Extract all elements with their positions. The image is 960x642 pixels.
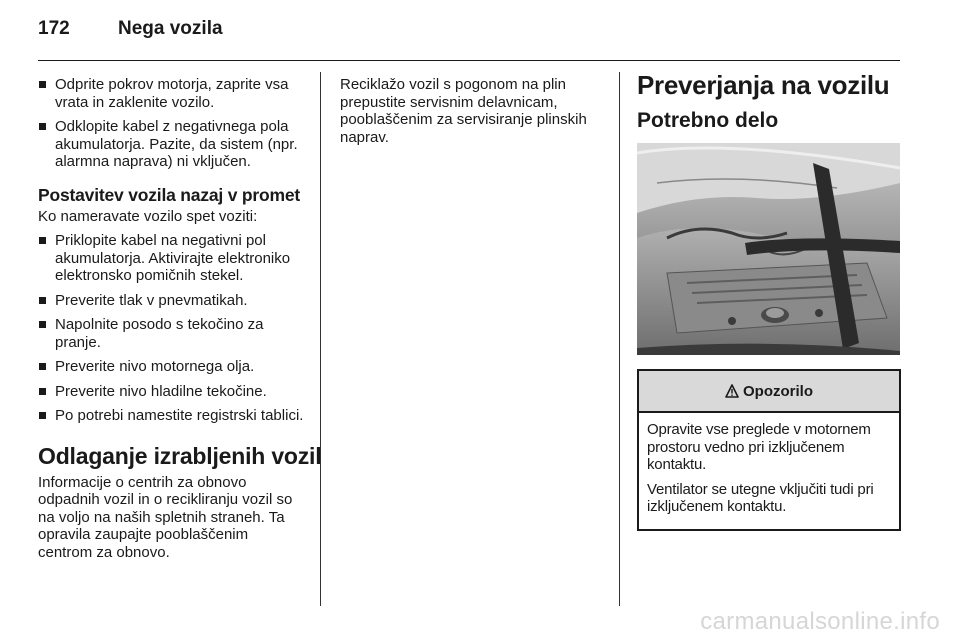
recommission-steps-list [38, 232, 306, 425]
list-item: Po potrebi namestite registrski tablici. [38, 407, 306, 425]
storage-steps-list [38, 76, 306, 171]
bullet-square-icon [39, 363, 46, 370]
page-number: 172 [38, 18, 70, 39]
bullet-square-icon [39, 297, 46, 304]
warning-triangle-icon [725, 384, 739, 398]
column-divider-left [320, 72, 321, 606]
bullet-square-icon [39, 237, 46, 244]
column-divider-right [619, 72, 620, 606]
list-item: Preverite nivo motornega olja. [38, 358, 306, 376]
warning-box [637, 369, 901, 531]
section-heading-recommission: Postavitev vozila nazaj v promet [38, 184, 301, 205]
section-heading-disposal: Odlaganje izrabljenih vozil [38, 442, 322, 469]
bullet-square-icon [39, 123, 46, 130]
watermark-text: carmanualsonline.info [700, 608, 940, 635]
bullet-square-icon [39, 81, 46, 88]
list-item: Priklopite kabel na negativni pol akumulatorja. Aktivirajte elektroniko elektronsko pomičnih stekel. [38, 232, 306, 285]
page-title: Nega vozila [118, 18, 223, 39]
warning-body [639, 413, 899, 529]
list-item: Napolnite posodo s tekočino za pranje. [38, 316, 306, 351]
column-2 [340, 76, 608, 153]
gas-vehicle-paragraph: Reciklažo vozil s pogonom na plin prepustite servisnim delavnicam, pooblaščenim za servisiranje plinskih naprav. [340, 76, 587, 146]
warning-title: Opozorilo [743, 382, 813, 400]
warning-paragraph: Ventilator se utegne vključiti tudi pri izključenem kontaktu. [647, 480, 874, 515]
header-rule [38, 60, 900, 61]
engine-compartment-photo [637, 143, 900, 355]
bullet-square-icon [39, 321, 46, 328]
bullet-square-icon [39, 412, 46, 419]
warning-header [639, 371, 899, 413]
subheading-required-work: Potrebno delo [637, 109, 779, 132]
section-intro: Ko nameravate vozilo spet voziti: [38, 207, 258, 225]
list-item: Preverite tlak v pnevmatikah. [38, 292, 306, 310]
column-1 [38, 76, 322, 568]
warning-paragraph: Opravite vse preglede v motornem prostoru vedno pri izključenem kontaktu. [647, 421, 871, 473]
column-3 [637, 70, 901, 531]
bullet-square-icon [39, 388, 46, 395]
list-item: Preverite nivo hladilne tekočine. [38, 383, 306, 401]
list-item: Odklopite kabel z negativnega pola akumulatorja. Pazite, da sistem (npr. alarmna naprava) ni vključen. [38, 118, 306, 171]
section-heading-vehicle-checks: Preverjanja na vozilu [637, 70, 890, 100]
list-item: Odprite pokrov motorja, zaprite vsa vrata in zaklenite vozilo. [38, 76, 306, 111]
disposal-paragraph: Informacije o centrih za obnovo odpadnih vozil in o recikliranju vozil so na voljo na naših spletnih straneh. Ta opravila zaupajte pooblaščenim centrom za obnovo. [38, 473, 293, 561]
